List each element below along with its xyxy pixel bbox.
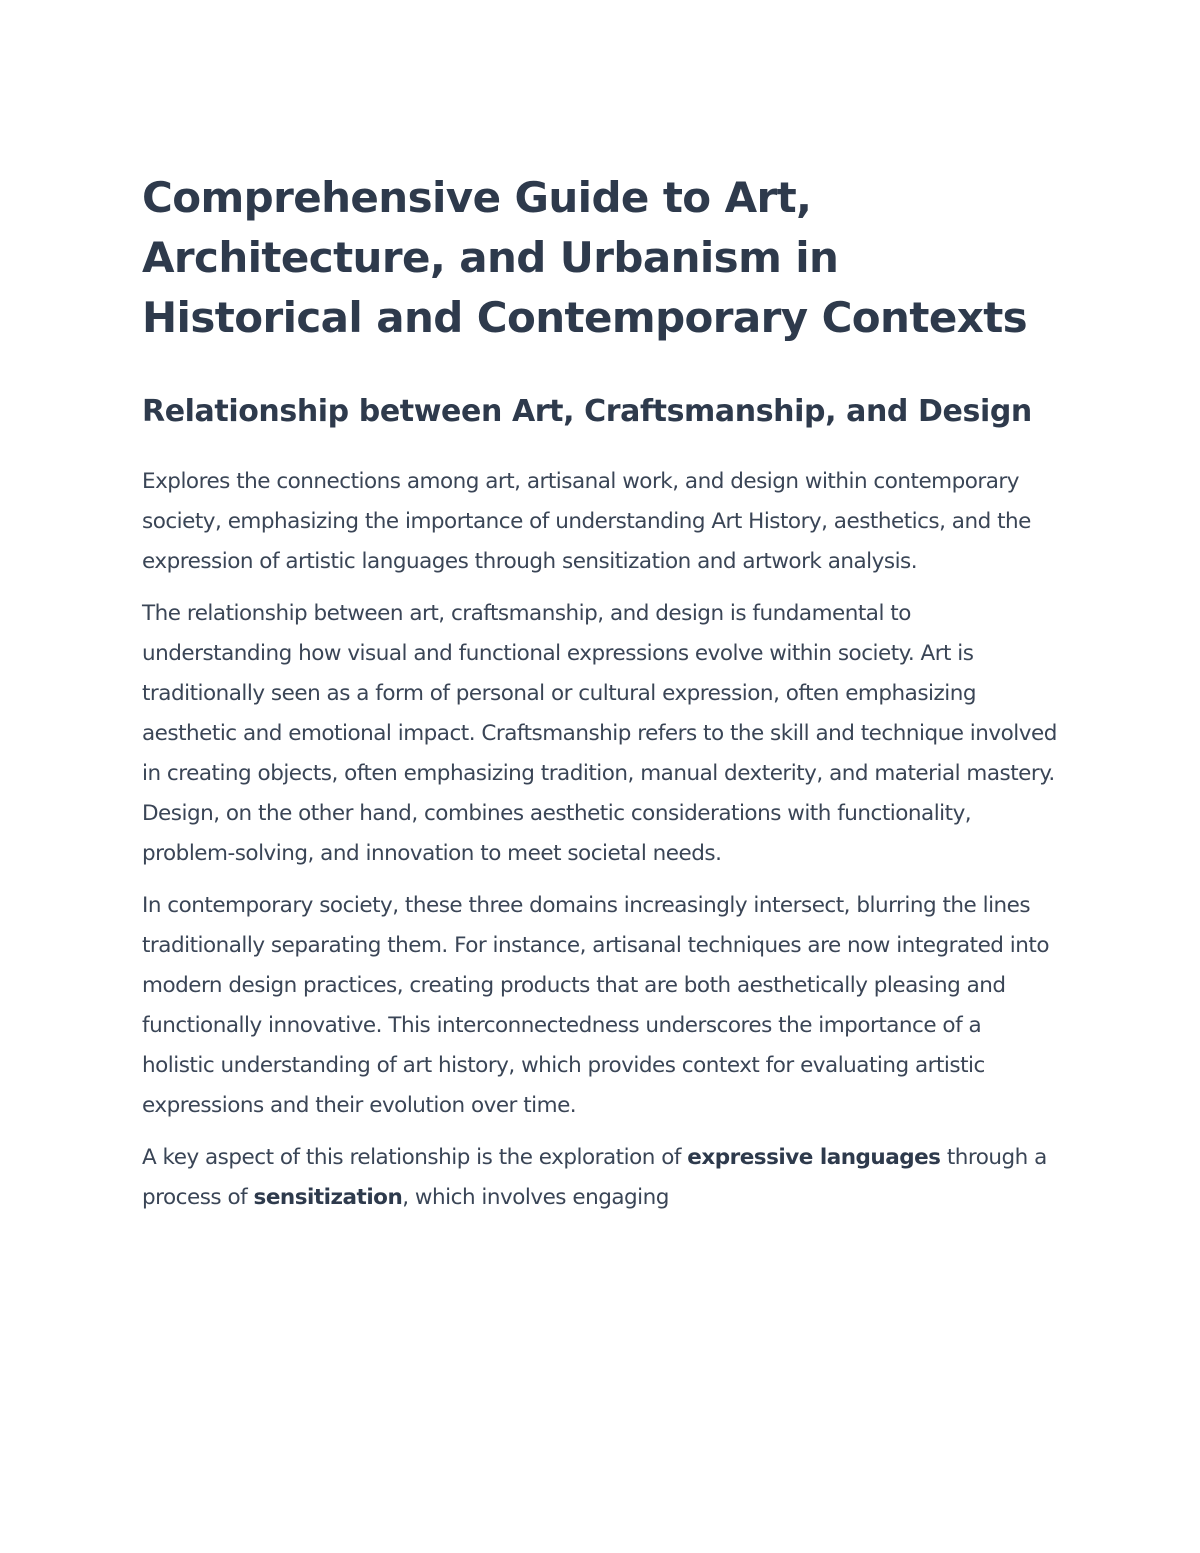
paragraph-intro: Explores the connections among art, artisanal work, and design within contemporary society, emphasizing the importance of understanding Art History, aesthetics, and the expression of artistic languages through sensitization and artwork analysis.: [142, 469, 1031, 574]
section-heading: Relationship between Art, Craftsmanship, and Design: [142, 394, 1032, 429]
paragraph-text: , which involves engaging: [402, 1185, 669, 1210]
paragraph-text: A key aspect of this relationship is the exploration of: [142, 1145, 688, 1170]
paragraph-contemporary: In contemporary society, these three domains increasingly intersect, blurring the lines traditionally separating them. For instance, artisanal techniques are now integrated into modern design practices, creating products that are both aesthetically pleasing and functionally innovative. This interconnectedness underscores the importance of a holistic understanding of art history, which provides context for evaluating artistic expressions and their evolution over time.: [142, 893, 1049, 1118]
emphasis-sensitization: sensitization: [253, 1185, 403, 1210]
paragraph-expressive-languages: [142, 1138, 1058, 1218]
paragraph-relationship: The relationship between art, craftsmanship, and design is fundamental to understanding how visual and functional expressions evolve within society. Art is traditionally seen as a form of personal or cultural expression, often emphasizing aesthetic and emotional impact. Craftsmanship refers to the skill and technique involved in creating objects, often emphasizing tradition, manual dexterity, and material mastery. Design, on the other hand, combines aesthetic considerations with functionality, problem-solving, and innovation to meet societal needs.: [142, 601, 1057, 866]
paragraph-text: through a process of: [142, 1145, 1047, 1210]
emphasis-expressive-languages: expressive languages: [687, 1145, 941, 1170]
document-title: Comprehensive Guide to Art, Architecture, and Urbanism in Historical and Contemporary Contexts: [142, 173, 1028, 342]
document-page: [142, 168, 1058, 1230]
